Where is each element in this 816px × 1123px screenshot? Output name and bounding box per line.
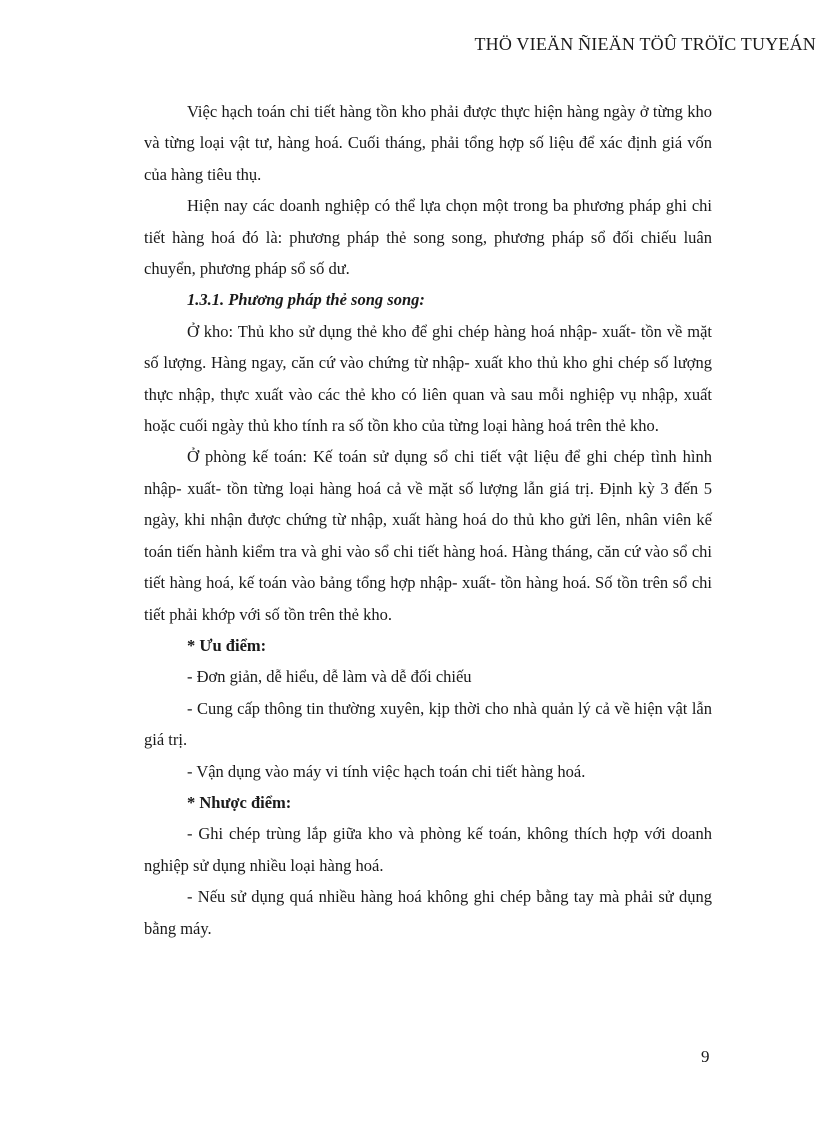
paragraph: Ở phòng kế toán: Kế toán sử dụng sổ chi tiết vật liệu để ghi chép tình hình nhập- xuất- tồn từng loại hàng hoá cả về mặt số lượng lẫn giá trị. Định kỳ 3 đến 5 ngày, khi nhận được chứng từ nhập, xuất hàng hoá do thủ kho gửi lên, nhân viên kế toán tiến hành kiểm tra và ghi vào sổ chi tiết hàng hoá. Hàng tháng, căn cứ vào sổ chi tiết hàng hoá, kế toán vào bảng tổng hợp nhập- xuất- tồn hàng hoá. Số tồn trên sổ chi tiết phải khớp với số tồn trên thẻ kho. — [144, 447, 712, 624]
list-item: - Cung cấp thông tin thường xuyên, kịp thời cho nhà quản lý cả về hiện vật lẫn giá trị. — [144, 698, 712, 750]
advantages-heading: * Ưu điểm: — [187, 635, 267, 655]
list-item: - Vận dụng vào máy vi tính việc hạch toán chi tiết hàng hoá. — [187, 761, 586, 781]
body-content — [144, 96, 712, 944]
list-item: - Ghi chép trùng lắp giữa kho và phòng kế toán, không thích hợp với doanh nghiệp sử dụng nhiều loại hàng hoá. — [144, 824, 712, 875]
list-item: - Nếu sử dụng quá nhiều hàng hoá không ghi chép bằng tay mà phải sử dụng bằng máy. — [144, 887, 712, 938]
page-number: 9 — [701, 1047, 710, 1066]
paragraph: Việc hạch toán chi tiết hàng tồn kho phải được thực hiện hàng ngày ở từng kho và từng loại vật tư, hàng hoá. Cuối tháng, phải tổng hợp số liệu để xác định giá vốn của hàng tiêu thụ. — [144, 102, 712, 184]
section-heading: 1.3.1. Phương pháp thẻ song song: — [187, 290, 425, 310]
list-item: - Đơn giản, dễ hiểu, dễ làm và dễ đối chiếu — [187, 667, 472, 687]
disadvantages-heading: * Nhược điểm: — [187, 792, 292, 812]
paragraph: Hiện nay các doanh nghiệp có thể lựa chọn một trong ba phương pháp ghi chi tiết hàng hoá đó là: phương pháp thẻ song song, phương pháp sổ đối chiếu luân chuyển, phương pháp sổ số dư. — [144, 196, 712, 279]
paragraph: Ở kho: Thủ kho sử dụng thẻ kho để ghi chép hàng hoá nhập- xuất- tồn về mặt số lượng. Hàng ngay, căn cứ vào chứng từ nhập- xuất kho thủ kho ghi chép số lượng thực nhập, thực xuất vào các thẻ kho có liên quan và sau mỗi nghiệp vụ nhập, xuất hoặc cuối ngày thủ kho tính ra số tồn kho của từng loại hàng hoá trên thẻ kho. — [144, 321, 712, 436]
page-header: THÖ VIEÄN ÑIEÄN TÖÛ TRÖÏC TUYEÁN — [474, 34, 816, 54]
